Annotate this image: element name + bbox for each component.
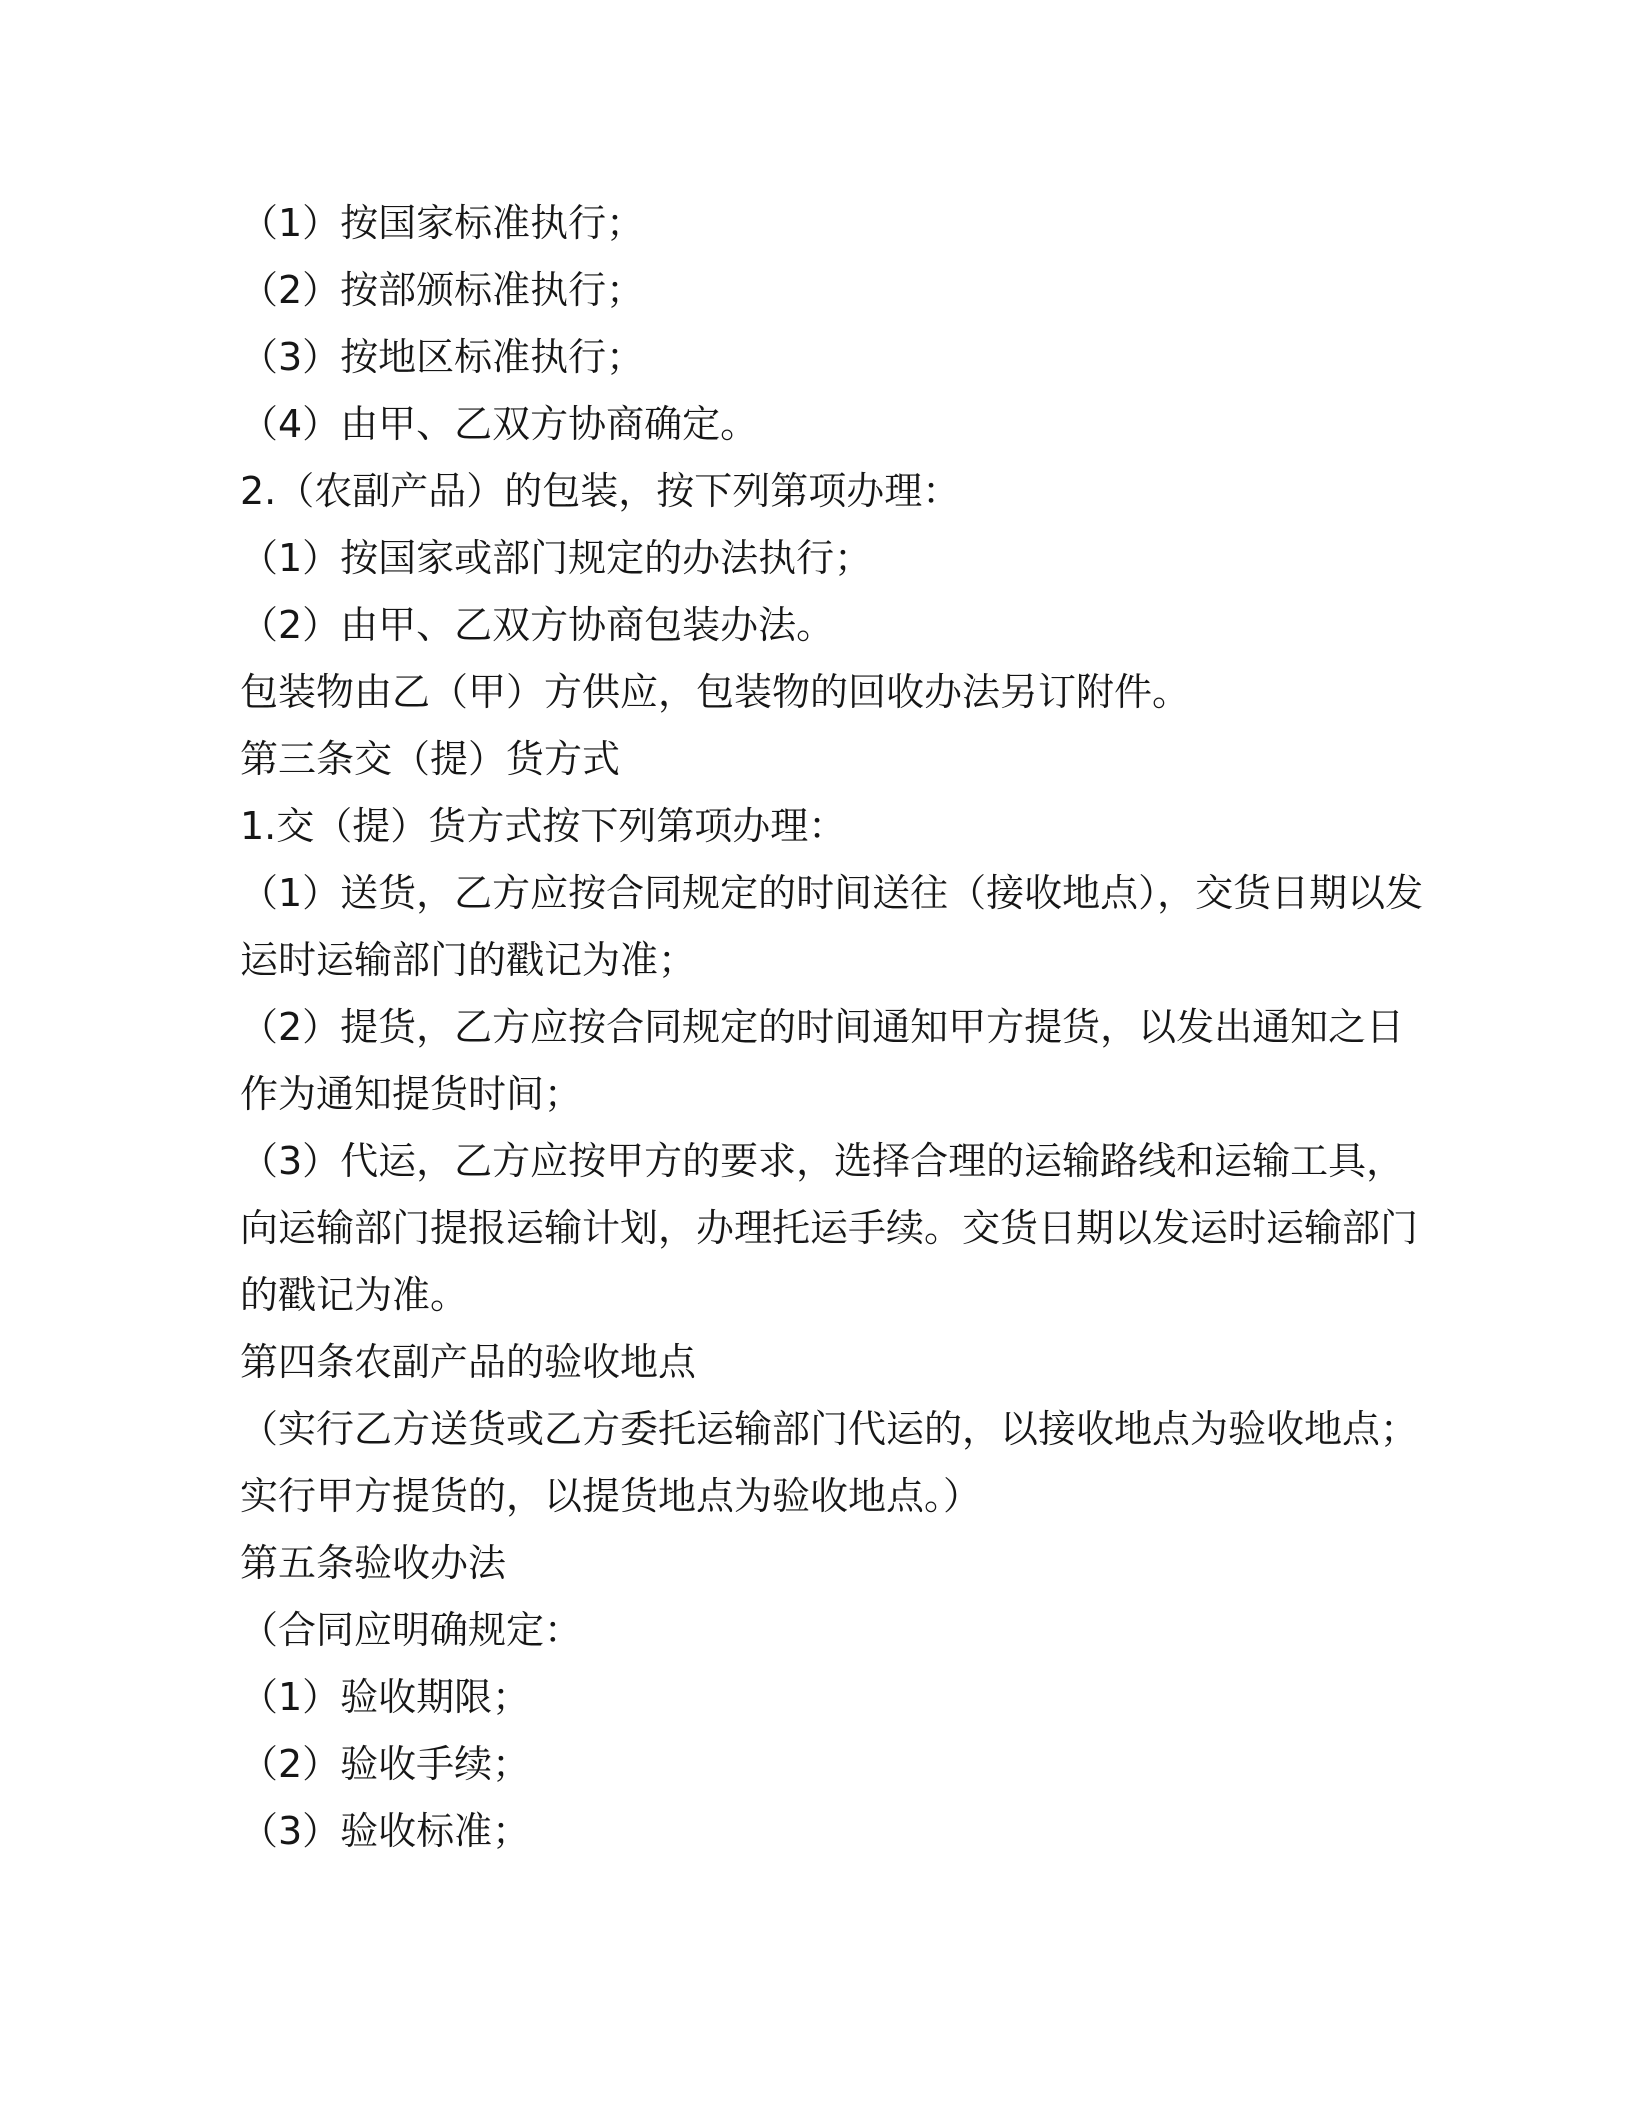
article-three-heading: 第三条交（提）货方式: [240, 737, 621, 781]
list-item-acceptance-period: （1）验收期限；: [240, 1675, 531, 1719]
article-four-heading: 第四条农副产品的验收地点: [240, 1340, 697, 1384]
list-item-pickup-line-2: 作为通知提货时间；: [240, 1072, 583, 1116]
document-body: [240, 190, 1424, 1865]
list-item-packaging-agreement: （2）由甲、乙双方协商包装办法。: [240, 603, 835, 647]
list-item-delivery-line-2: 运时运输部门的戳记为准；: [240, 938, 697, 982]
list-item-mutual-agreement: （4）由甲、乙双方协商确定。: [240, 402, 759, 446]
paragraph-packaging-supply: 包装物由乙（甲）方供应，包装物的回收办法另订附件。: [240, 670, 1191, 714]
clause-delivery-method: 1.交（提）货方式按下列第项办理：: [240, 804, 847, 848]
list-item-consignment-line-3: 的戳记为准。: [240, 1273, 469, 1317]
list-item-consignment-line-2: 向运输部门提报运输计划，办理托运手续。交货日期以发运时运输部门: [240, 1206, 1419, 1250]
list-item-acceptance-standard: （3）验收标准；: [240, 1809, 531, 1853]
list-item-acceptance-procedure: （2）验收手续；: [240, 1742, 531, 1786]
list-item-ministry-standard: （2）按部颁标准执行；: [240, 268, 645, 312]
list-item-national-standard: （1）按国家标准执行；: [240, 201, 645, 245]
list-item-pickup-line-1: （2）提货，乙方应按合同规定的时间通知甲方提货，以发出通知之日: [240, 1005, 1405, 1049]
article-five-heading: 第五条验收办法: [240, 1541, 507, 1585]
paragraph-contract-specify: （合同应明确规定：: [240, 1608, 583, 1652]
clause-packaging: 2.（农副产品）的包装，按下列第项办理：: [240, 469, 961, 513]
list-item-delivery-line-1: （1）送货，乙方应按合同规定的时间送往（接收地点），交货日期以发: [240, 871, 1424, 915]
paragraph-acceptance-location-2: 实行甲方提货的，以提货地点为验收地点。）: [240, 1474, 982, 1518]
list-item-regional-standard: （3）按地区标准执行；: [240, 335, 645, 379]
paragraph-acceptance-location-1: （实行乙方送货或乙方委托运输部门代运的，以接收地点为验收地点；: [240, 1407, 1419, 1451]
list-item-packaging-regulation: （1）按国家或部门规定的办法执行；: [240, 536, 873, 580]
list-item-consignment-line-1: （3）代运，乙方应按甲方的要求，选择合理的运输路线和运输工具，: [240, 1139, 1405, 1183]
